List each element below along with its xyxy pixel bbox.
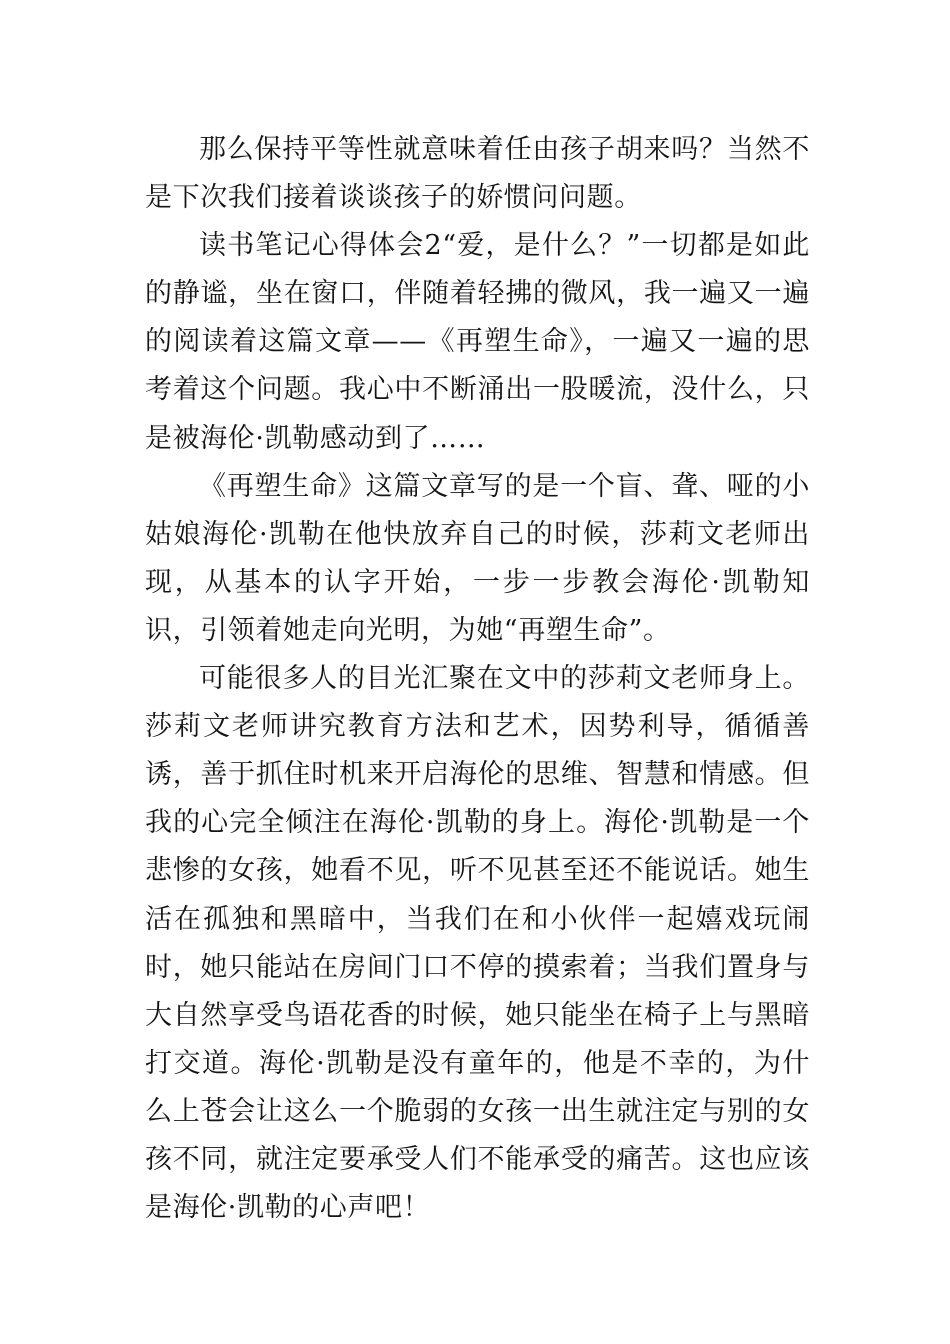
paragraph-2: 读书笔记心得体会2“爱，是什么？”一切都是如此的静谧，坐在窗口，伴随着轻拂的微风，我一遍又一遍的阅读着这篇文章——《再塑生命》，一遍又一遍的思考着这个问题。我心中不断涌出一股暖流，没什么，只是被海伦·凯勒感动到了…… [145, 230, 810, 454]
document-body [145, 126, 810, 1232]
paragraph-4: 可能很多人的目光汇聚在文中的莎莉文老师身上。莎莉文老师讲究教育方法和艺术，因势利导，循循善诱，善于抓住时机来开启海伦的思维、智慧和情感。但我的心完全倾注在海伦·凯勒的身上。海伦·凯勒是一个悲惨的女孩，她看不见，听不见甚至还不能说话。她生活在孤独和黑暗中，当我们在和小伙伴一起嬉戏玩闹时，她只能站在房间门口不停的摸索着；当我们置身与大自然享受鸟语花香的时候，她只能坐在椅子上与黑暗打交道。海伦·凯勒是没有童年的，他是不幸的，为什么上苍会让这么一个脆弱的女孩一出生就注定与别的女孩不同，就注定要承受人们不能承受的痛苦。这也应该是海伦·凯勒的心声吧！ [145, 663, 810, 1224]
paragraph-3: 《再塑生命》这篇文章写的是一个盲、聋、哑的小姑娘海伦·凯勒在他快放弃自己的时候，莎莉文老师出现，从基本的认字开始，一步一步教会海伦·凯勒知识，引领着她走向光明，为她“再塑生命”。 [145, 470, 810, 646]
paragraph-1: 那么保持平等性就意味着任由孩子胡来吗？当然不是下次我们接着谈谈孩子的娇惯问问题。 [145, 134, 810, 214]
